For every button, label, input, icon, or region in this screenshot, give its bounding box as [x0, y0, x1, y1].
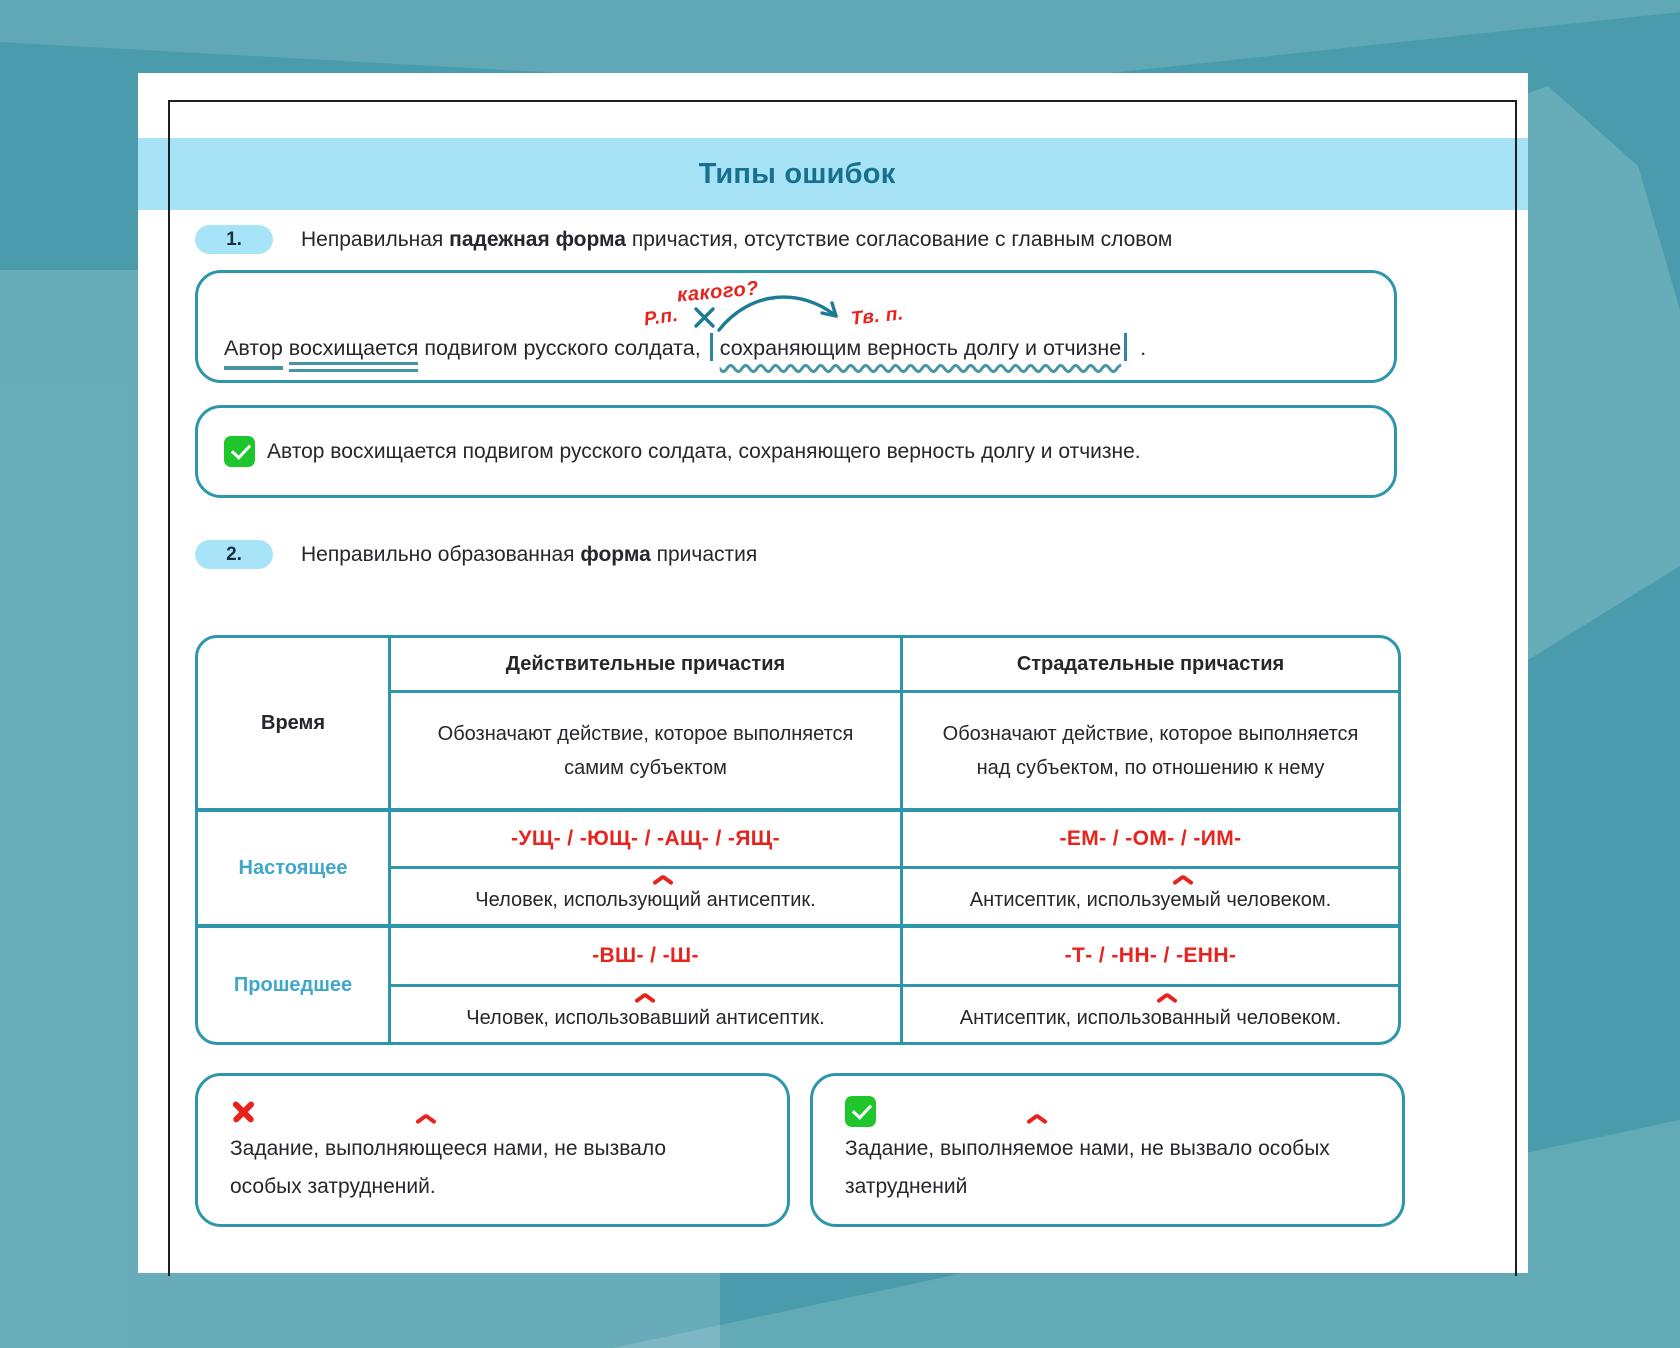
phrase-boundary-bar — [1124, 333, 1127, 361]
past-passive-suffixes: -Т- / -НН- / -ЕНН- — [900, 924, 1398, 984]
cross-icon — [230, 1098, 257, 1125]
present-passive-suffixes: -ЕМ- / -ОМ- / -ИМ- — [900, 808, 1398, 866]
curved-arrow-icon — [692, 287, 864, 339]
caret-icon — [1173, 874, 1193, 885]
page-title: Типы ошибок — [698, 157, 896, 190]
phrase-boundary-bar — [710, 333, 713, 361]
right-case-label: Тв. п. — [849, 303, 905, 330]
participle-table — [195, 635, 1401, 1045]
case-question-label: какого? — [676, 277, 760, 307]
present-active-suffixes: -УЩ- / -ЮЩ- / -АЩ- / -ЯЩ- — [388, 808, 900, 866]
page-content — [138, 73, 1428, 1227]
table-desc-passive: Обозначают действие, которое выполняется над субъектом, по отношению к нему — [900, 690, 1398, 808]
predicate-double-underline: восхищается — [289, 336, 419, 372]
check-icon — [224, 436, 255, 467]
document-page — [138, 73, 1528, 1273]
section-1-heading — [195, 225, 1428, 254]
table-header-active: Действительные причастия — [388, 638, 900, 690]
caret-icon — [1157, 992, 1177, 1003]
present-active-example: Человек, использу ющий антисептик. — [388, 866, 900, 924]
section-1-number: 1. — [226, 228, 242, 250]
caret-icon — [653, 874, 673, 885]
table-header-time: Время — [261, 711, 325, 734]
correct-sentence: Автор восхищается подвигом русского солдата, сохраняющего верность долгу и отчизне. — [267, 439, 1141, 463]
check-icon — [845, 1096, 876, 1127]
wrong-form-example-box — [195, 1073, 790, 1227]
correct-form-example-box — [810, 1073, 1405, 1227]
wrong-case-label: Р.п. — [642, 304, 680, 331]
section-2-heading — [195, 540, 1428, 569]
section-2-number: 2. — [226, 543, 242, 565]
wrong-sentence: Автор восхищается подвигом русского солдата, сохраняющим верность долгу и отчизне . — [224, 333, 1146, 361]
past-active-example: Человек, использ овавший антисептик. — [388, 984, 900, 1042]
caret-icon — [416, 1113, 436, 1124]
row-label-past: Прошедшее — [198, 924, 388, 1042]
table-desc-active: Обозначают действие, которое выполняется самим субъектом — [388, 690, 900, 808]
verdict-boxes — [195, 1073, 1428, 1227]
caret-icon — [635, 992, 655, 1003]
section-2-title: Неправильно образованная форма причастия — [301, 542, 758, 566]
wrong-form-sentence-line1: Задание, выполня ющееся нами, не вызвало — [230, 1130, 761, 1168]
wrong-form-sentence-line2: особых затруднений. — [230, 1175, 436, 1198]
subject-single-underline: Автор — [224, 336, 283, 370]
section-1-badge — [195, 225, 273, 254]
present-passive-example: Антисептик, использу емый человеком. — [900, 866, 1398, 924]
section-1-title: Неправильная падежная форма причастия, отсутствие согласование с главным словом — [301, 227, 1173, 251]
row-label-present: Настоящее — [198, 808, 388, 924]
participle-phrase-wavy: сохраняющим верность долгу и отчизне — [719, 336, 1122, 360]
correct-case-example-box — [195, 405, 1397, 498]
section-2-badge — [195, 540, 273, 569]
past-passive-example: Антисептик, использ ованный человеком. — [900, 984, 1398, 1042]
wrong-case-example-box — [195, 270, 1397, 383]
table-header-passive: Страдательные причастия — [900, 638, 1398, 690]
correct-form-sentence-line1: Задание, выполня емое нами, не вызвало особых — [845, 1130, 1376, 1168]
caret-icon — [1027, 1113, 1047, 1124]
correct-form-sentence-line2: затруднений — [845, 1175, 968, 1198]
past-active-suffixes: -ВШ- / -Ш- — [388, 924, 900, 984]
